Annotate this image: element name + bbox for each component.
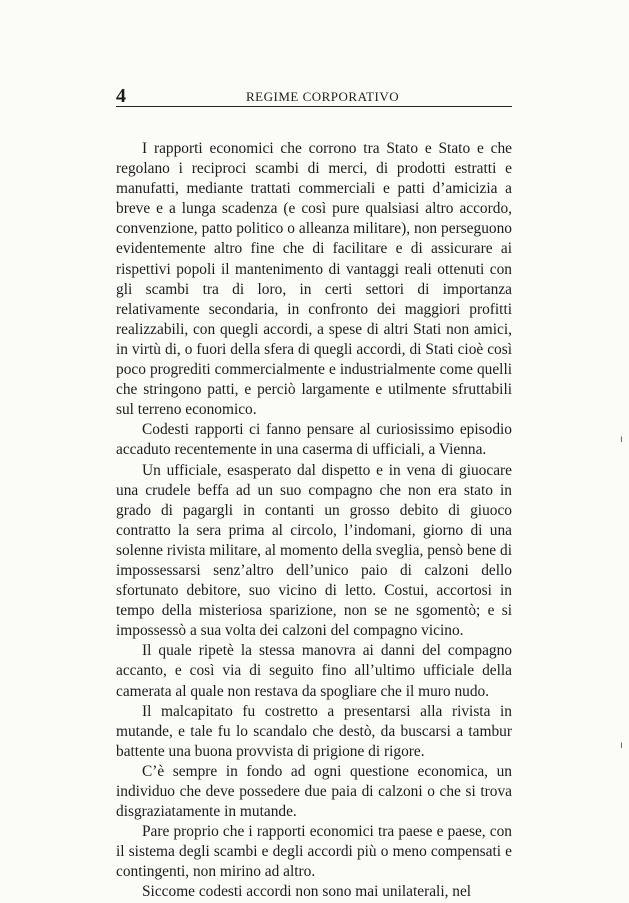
paragraph: Un ufficiale, esasperato dal dispetto e in vena di giuocare una crudele beffa ad un suo compagno che non era stato in grado di pagargli in contanti un grosso debito di giuoco contratto la sera prima al circolo, l’indomani, giorno di una solenne rivista militare, al momento della sveglia, pensò bene di impossessarsi senz’altro dell’unico paio di calzoni dello sfortunato debitore, suo vicino di letto. Costui, accortosi in tempo della misteriosa sparizione, non se ne sgomentò; e si impossessò a sua volta dei calzoni del compagno vicino.: [116, 461, 512, 640]
body-text: [116, 139, 512, 903]
paragraph: Il quale ripetè la stessa manovra ai danni del compagno accanto, e così via di seguito fino all’ultimo ufficiale della camerata al quale non restava da spogliare che il muro nudo.: [116, 642, 512, 700]
running-title: REGIME CORPORATIVO: [246, 89, 400, 104]
margin-speck: ı: [620, 434, 623, 445]
margin-speck: ı: [620, 740, 623, 751]
paragraph: C’è sempre in fondo ad ogni questione economica, un individuo che deve possedere due paia di calzoni o che si trova disgraziatamente in mutande.: [116, 762, 512, 821]
paragraph: I rapporti economici che corrono tra Stato e Stato e che regolano i reciproci scambi di merci, di prodotti estratti e manufatti, mediante trattati commerciali e patti d’amicizia a breve e a lunga scadenza (e così pure qualsiasi altro accordo, convenzione, patto politico o alleanza militare), non perseguono evidentemente altro fine che di facilitare e di assicurare ai rispettivi popoli il mantenimento di vantaggi reali ottenuti con gli scambi tra di loro, in certi settori di importanza relativamente secondaria, in confronto dei maggiori profitti realizzabili, con quegli accordi, a spese di altri Stati non amici, in virtù di, o fuori della sfera di quegli accordi, di Stati cioè così poco progrediti commercialmente e industrialmente come quelli che stringono patti, e perciò largamente e utilmente sfruttabili sul terreno economico.: [116, 140, 512, 419]
paragraph: Codesti rapporti ci fanno pensare al curiosissimo episodio accaduto recentemente in una caserma di ufficiali, a Vienna.: [116, 421, 512, 459]
paragraph: Il malcapitato fu costretto a presentarsi alla rivista in mutande, e tale fu lo scandalo che destò, da buscarsi a tambur battente una buona provvista di prigione di rigore.: [116, 702, 512, 760]
paragraph: Siccome codesti accordi non sono mai unilaterali, nel: [142, 883, 472, 901]
paragraph: Pare proprio che i rapporti economici tra paese e paese, con il sistema degli scambi e degli accordi più o meno compensati e contingenti, non mirino ad altro.: [116, 823, 512, 881]
page-header: [116, 86, 512, 108]
header-rule: [116, 106, 512, 107]
page-number: 4: [116, 85, 126, 107]
